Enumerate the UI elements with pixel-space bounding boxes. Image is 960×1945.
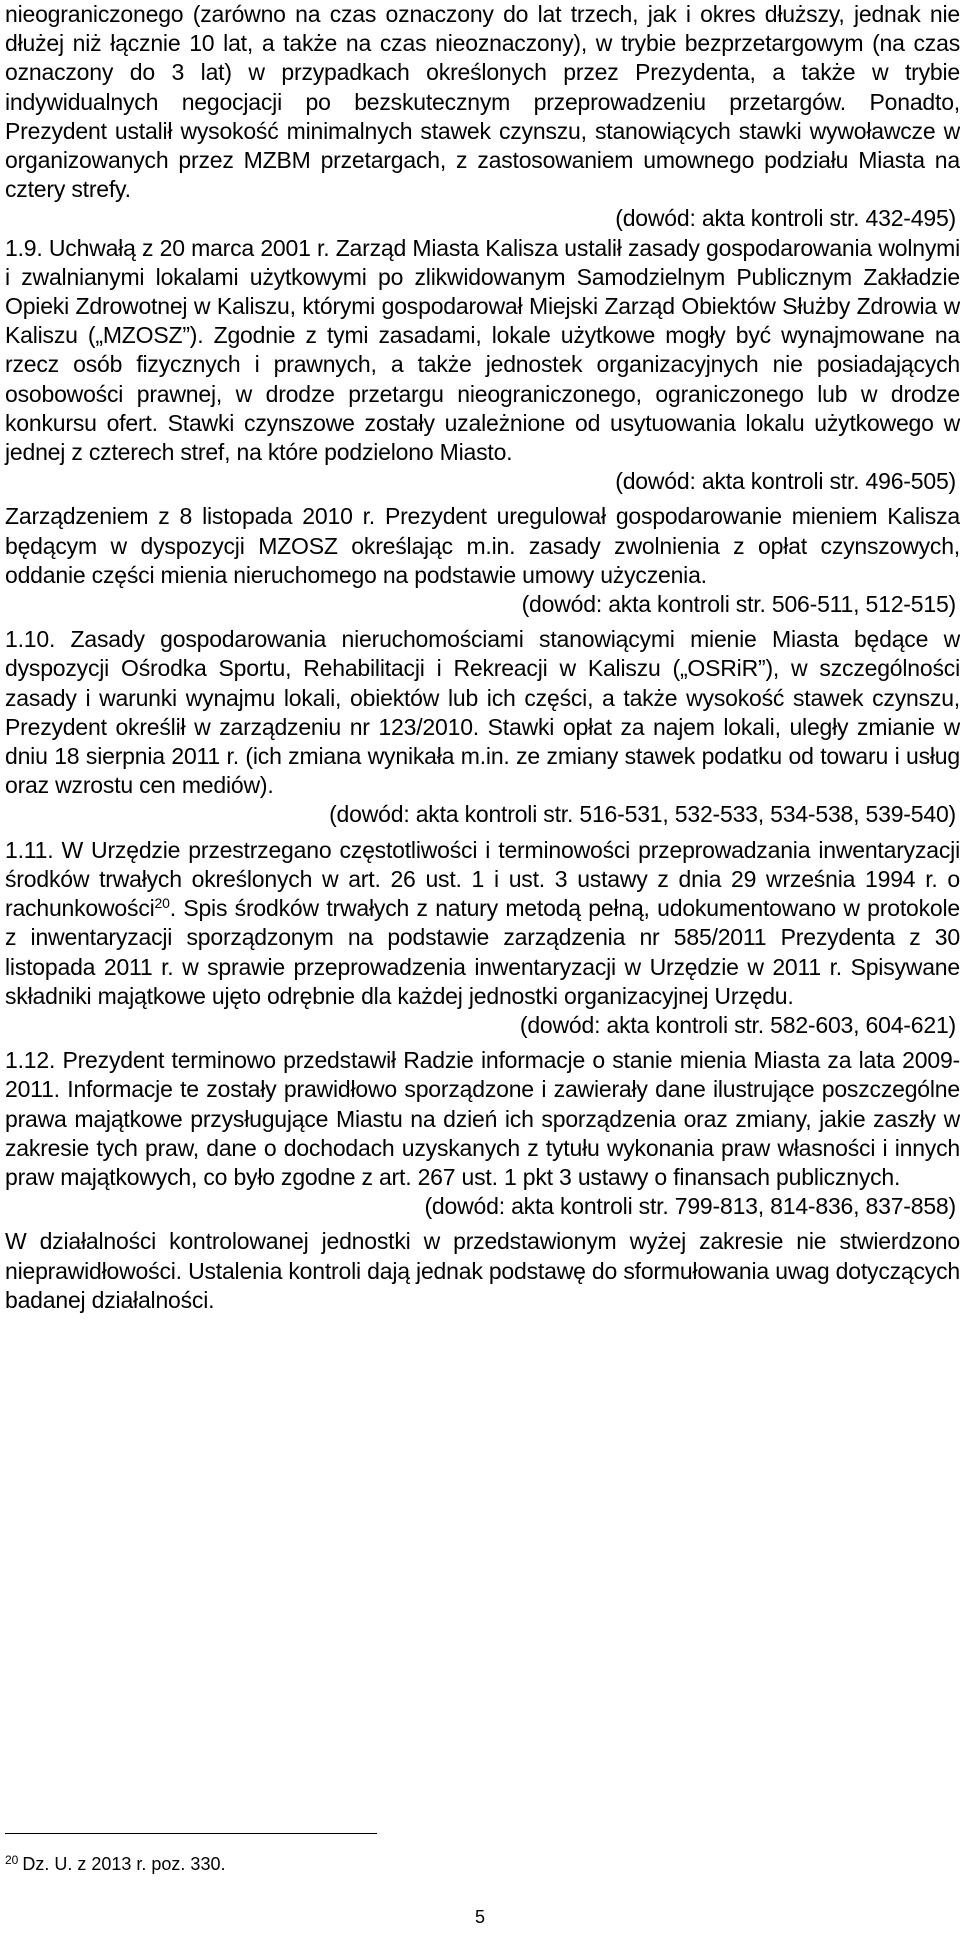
footnote: [5, 1849, 225, 1875]
footnote-text: Dz. U. z 2013 r. poz. 330.: [22, 1854, 226, 1874]
evidence-reference: (dowód: akta kontroli str. 506-511, 512-515): [521, 591, 956, 618]
evidence-reference: (dowód: akta kontroli str. 432-495): [615, 205, 956, 232]
evidence-reference: (dowód: akta kontroli str. 799-813, 814-836, 837-858): [424, 1193, 956, 1220]
evidence-reference: (dowód: akta kontroli str. 582-603, 604-621): [519, 1011, 956, 1038]
footnote-divider: [5, 1833, 377, 1834]
document-body: [5, 0, 960, 1315]
paragraph-text: . Spis środków trwałych z natury metodą pełną, udokumentowano w protokole z inwentaryzacji sporządzonym na podstawie zarządzenia nr 585/2011 Prezydenta z 30 listopada 2011 r. w sprawie przeprowadzenia inwentaryzacji w Urzędzie w 2011 r. Spisywane składniki majątkowe ujęto odrębnie dla każdej jednostki organizacyjnej Urzędu.: [5, 895, 960, 1009]
paragraph-conclusion: W działalności kontrolowanej jednostki w przedstawionym wyżej zakresie nie stwierdzono nieprawidłowości. Ustalenia kontroli dają jednak podstawę do sformułowania uwag dotyczących badanej działalności.: [5, 1228, 960, 1313]
evidence-reference: (dowód: akta kontroli str. 516-531, 532-533, 534-538, 539-540): [329, 801, 956, 828]
paragraph-1-12: 1.12. Prezydent terminowo przedstawił Radzie informacje o stanie mienia Miasta za lata 2009-2011. Informacje te zostały prawidłowo sporządzone i zawierały dane ilustrujące poszczególne prawa majątkowe przysługujące Miastu na dzień ich sporządzenia oraz zmiany, jakie zaszły w zakresie tych praw, dane o dochodach uzyskanych z tytułu wykonania praw własności i innych praw majątkowych, co było zgodne z art. 267 ust. 1 pkt 3 ustawy o finansach publicznych.: [5, 1047, 960, 1190]
paragraph-mzosz-order: Zarządzeniem z 8 listopada 2010 r. Prezydent uregulował gospodarowanie mieniem Kalisza będącym w dyspozycji MZOSZ określając m.in. zasady zwolnienia z opłat czynszowych, oddanie części mienia nieruchomego na podstawie umowy użyczenia.: [5, 503, 960, 588]
footnote-number: 20: [5, 1853, 19, 1867]
footnote-reference: 20: [154, 895, 170, 912]
paragraph-text: 1.11. W Urzędzie przestrzegano częstotliwości i terminowości przeprowadzania inwentaryzacji środków trwałych określonych w art. 26 ust. 1 i ust. 3 ustawy z dnia 29 września 1994 r. o rachunkowości: [5, 836, 960, 922]
paragraph-1-11: [5, 836, 960, 1011]
paragraph-1-10: 1.10. Zasady gospodarowania nieruchomościami stanowiącymi mienie Miasta będące w dyspozycji Ośrodka Sportu, Rehabilitacji i Rekreacji w Kaliszu („OSRiR”), w szczególności zasady i warunki wynajmu lokali, obiektów lub ich części, a także wysokość stawek czynszu, Prezydent określił w zarządzeniu nr 123/2010. Stawki opłat za najem lokali, uległy zmianie w dniu 18 sierpnia 2011 r. (ich zmiana wynikała m.in. ze zmiany stawek podatku od towaru i usług oraz wzrostu cen mediów).: [5, 626, 960, 799]
paragraph-rental-rules: nieograniczonego (zarówno na czas oznaczony do lat trzech, jak i okres dłuższy, jednak nie dłużej niż łącznie 10 lat, a także na czas nieoznaczony), w trybie bezprzetargowym (na czas oznaczony do 3 lat) w przypadkach określonych przez Prezydenta, a także w trybie indywidualnych negocjacji po bezskutecznym przeprowadzeniu przetargów. Ponadto, Prezydent ustalił wysokość minimalnych stawek czynszu, stanowiących stawki wywoławcze w organizowanych przez MZBM przetargach, z zastosowaniem umownego podziału Miasta na cztery strefy.: [5, 1, 960, 203]
paragraph-1-9: 1.9. Uchwałą z 20 marca 2001 r. Zarząd Miasta Kalisza ustalił zasady gospodarowania wolnymi i zwalnianymi lokalami użytkowymi po zlikwidowanym Samodzielnym Publicznym Zakładzie Opieki Zdrowotnej w Kaliszu, którymi gospodarował Miejski Zarząd Obiektów Służby Zdrowia w Kaliszu („MZOSZ”). Zgodnie z tymi zasadami, lokale użytkowe mogły być wynajmowane na rzecz osób fizycznych i prawnych, a także jednostek organizacyjnych nie posiadających osobowości prawnej, w drodze przetargu nieograniczonego, ograniczonego lub w drodze konkursu ofert. Stawki czynszowe zostały uzależnione od usytuowania lokalu użytkowego w jednej z czterech stref, na które podzielono Miasto.: [5, 234, 960, 466]
evidence-reference: (dowód: akta kontroli str. 496-505): [615, 468, 956, 495]
page-number: 5: [474, 1907, 485, 1927]
